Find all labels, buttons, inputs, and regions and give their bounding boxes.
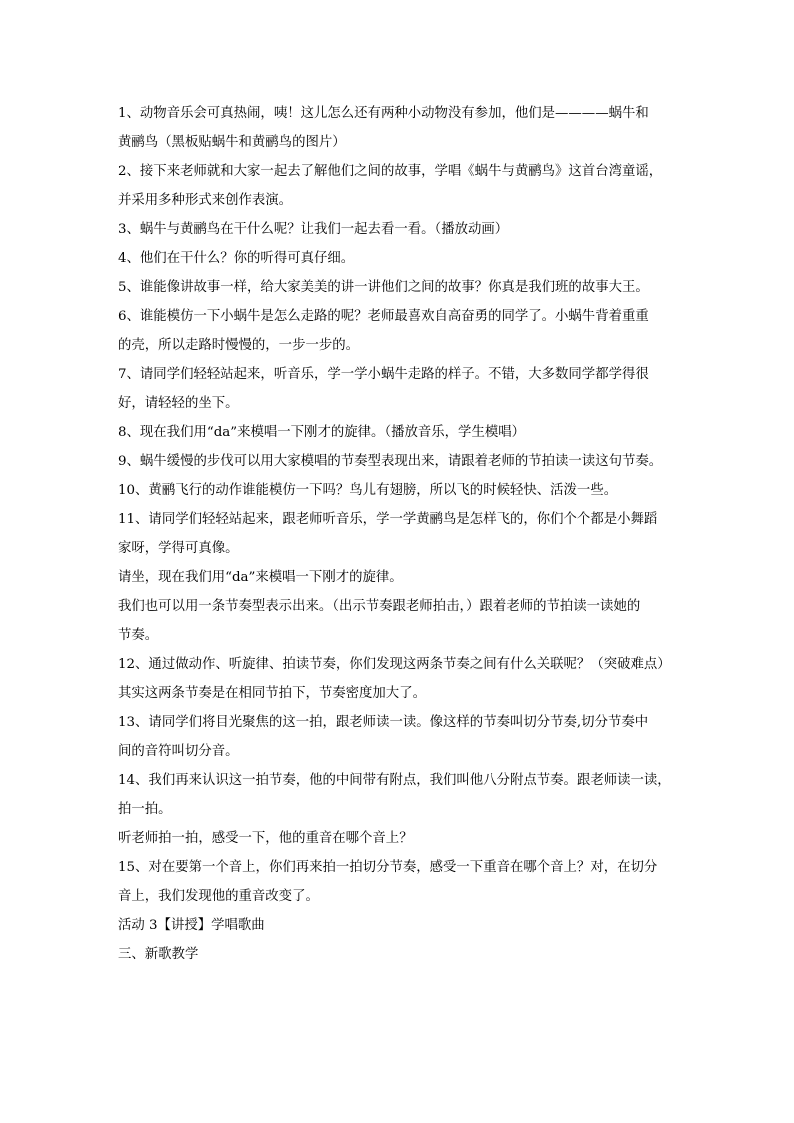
text-line: 14、我们再来认识这一拍节奏，他的中间带有附点，我们叫他八分附点节奏。跟老师读一读，	[118, 773, 671, 788]
text-line: 2、接下来老师就和大家一起去了解他们之间的故事，学唱《蜗牛与黄鹂鸟》这首台湾童谣，	[118, 164, 663, 179]
text-line: 10、黄鹂飞行的动作谁能模仿一下吗？鸟儿有翅膀，所以飞的时候轻快、活泼一些。	[118, 483, 618, 498]
text-line: 我们也可以用一条节奏型表示出来。（出示节奏跟老师拍击，）跟着老师的节拍读一读她的	[118, 599, 641, 614]
document-body	[118, 99, 680, 969]
text-line: 12、通过做动作、听旋律、拍读节奏，你们发现这两条节奏之间有什么关联呢？（突破难点）	[118, 657, 671, 672]
text-line: 8、现在我们用“da”来模唱一下刚才的旋律。（播放音乐，学生模唱）	[118, 425, 526, 440]
text-line: 其实这两条节奏是在相同节拍下，节奏密度加大了。	[118, 686, 426, 701]
text-line: 13、请同学们将目光聚焦的这一拍，跟老师读一读。像这样的节奏叫切分节奏,切分节奏中	[118, 715, 649, 730]
text-line: 间的音符叫切分音。	[118, 744, 239, 759]
text-line: 15、对在要第一个音上，你们再来拍一拍切分节奏，感受一下重音在哪个音上？对，在切分	[118, 860, 658, 875]
text-line: 5、谁能像讲故事一样，给大家美美的讲一讲他们之间的故事？你真是我们班的故事大王。	[118, 280, 649, 295]
text-line: 6、谁能模仿一下小蜗牛是怎么走路的呢？老师最喜欢自高奋勇的同学了。小蜗牛背着重重	[118, 309, 649, 324]
text-line: 的壳，所以走路时慢慢的，一步一步的。	[118, 338, 360, 353]
text-line: 好，请轻轻的坐下。	[118, 396, 239, 411]
text-line: 1、动物音乐会可真热闹，咦！这儿怎么还有两种小动物没有参加，他们是————蜗牛和	[118, 106, 649, 121]
text-line: 听老师拍一拍，感受一下，他的重音在哪个音上？	[118, 831, 413, 846]
text-line: 家呀，学得可真像。	[118, 541, 239, 556]
section-heading: 三、新歌教学	[118, 947, 199, 962]
text-line: 4、他们在干什么？你的听得可真仔细。	[118, 251, 355, 266]
text-line: 并采用多种形式来创作表演。	[118, 193, 293, 208]
text-line: 黄鹂鸟（黑板贴蜗牛和黄鹂鸟的图片）	[118, 135, 346, 150]
text-line: 音上，我们发现他的重音改变了。	[118, 889, 319, 904]
text-line: 7、请同学们轻轻站起来，听音乐，学一学小蜗牛走路的样子。不错，大多数同学都学得很	[118, 367, 649, 382]
text-line: 11、请同学们轻轻站起来，跟老师听音乐，学一学黄鹂鸟是怎样飞的，你们个个都是小舞蹈	[118, 512, 658, 527]
section-heading: 活动 3【讲授】学唱歌曲	[118, 918, 265, 933]
text-line: 3、蜗牛与黄鹂鸟在干什么呢？让我们一起去看一看。（播放动画）	[118, 222, 509, 237]
text-line: 9、蜗牛缓慢的步伐可以用大家模唱的节奏型表现出来，请跟着老师的节拍读一读这句节奏。	[118, 454, 663, 469]
text-line: 请坐，现在我们用“da”来模唱一下刚才的旋律。	[118, 570, 403, 585]
text-line: 节奏。	[118, 628, 159, 643]
text-line: 拍一拍。	[118, 802, 172, 817]
